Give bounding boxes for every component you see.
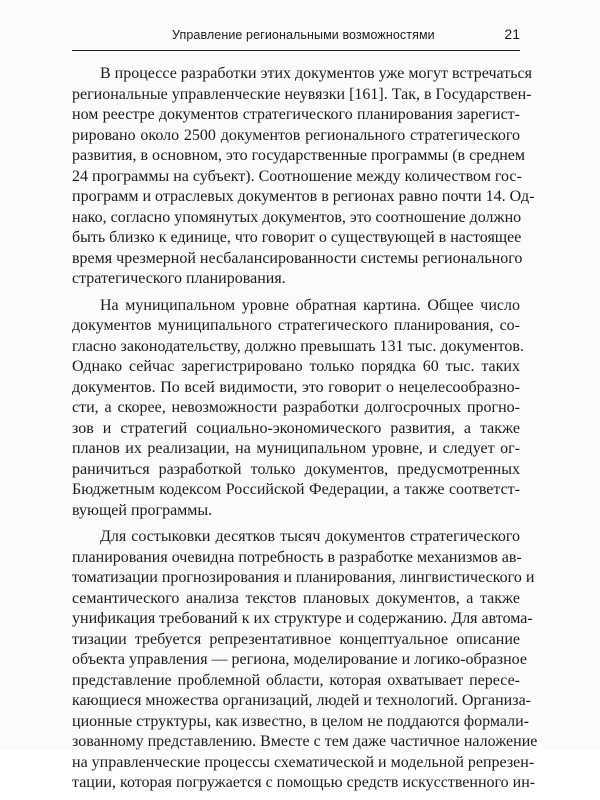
text-line: сти, а скорее, невозможности разработки долгосрочных прогно- (72, 399, 520, 416)
text-line: унификация требований к их структуре и содержанию. Для автома- (72, 610, 533, 627)
text-line: региональные управленческие неувязки [161]. Так, в Государствен- (72, 85, 532, 103)
text-line: на управленческие процессы схематической и модельной репрезен- (72, 753, 535, 771)
text-line: нако, согласно упомянутых документов, это соотношение должно (72, 208, 522, 226)
page-number: 21 (504, 26, 520, 42)
text-line: гласно законодательству, должно превышать 131 тыс. документов. (72, 337, 524, 355)
text-line: зованному представлению. Вместе с тем даже частичное наложение (72, 733, 538, 750)
text-line: Для состыковки десятков тысяч документов стратегического (100, 528, 520, 545)
text-line: тации, которая погружается с помощью средств искусственного ин- (72, 774, 536, 791)
text-line: развития, в основном, это государственные программы (в среднем (72, 147, 526, 164)
text-line: программ и отраслевых документов в регионах равно почти 14. Од- (72, 188, 535, 205)
paragraph (72, 64, 535, 290)
paragraph (72, 296, 524, 522)
text-line: семантического анализа текстов плановых документов, а также (72, 589, 520, 607)
running-header (72, 20, 520, 51)
text-line: вующей программы. (72, 501, 213, 519)
text-line: ном реестре документов стратегического планирования зарегист- (72, 106, 520, 123)
text-line: объекта управления — региона, моделирование и логико-образное (72, 651, 527, 668)
text-line: ционные структуры, как известно, в целом не поддаются формали- (72, 712, 529, 730)
text-line: тизации требуется репрезентативное концептуальное описание (72, 630, 520, 648)
text-line: 24 программы на субъект). Соотношение между количеством гос- (72, 167, 522, 185)
text-line: Бюджетным кодексом Российской Федерации, а также соответст- (72, 481, 520, 498)
text-line: зов и стратегий социально-экономического развития, а также (72, 419, 520, 437)
text-line: рировано около 2500 документов регионального стратегического (72, 126, 520, 144)
paragraph (72, 527, 538, 794)
text-line: документов. По всей видимости, это говорит о нецелесообразно- (72, 378, 520, 396)
text-line: представление проблемной области, которая охватывает пересе- (72, 671, 520, 689)
text-line: раничиться разработкой только документов, предусмотренных (72, 460, 520, 478)
text-line: документов муниципального стратегического планирования, со- (72, 317, 520, 334)
text-line: быть близко к единице, что говорит о существующей в настоящее (72, 229, 522, 246)
text-line: В процессе разработки этих документов уже могут встречаться (100, 65, 532, 82)
text-line: кающиеся множества организаций, людей и технологий. Организа- (72, 692, 531, 709)
text-line: На муниципальном уровне обратная картина. Общее число (100, 296, 520, 314)
text-line: планирования очевидна потребность в разработке механизмов ав- (72, 548, 522, 566)
text-line: стратегического планирования. (72, 270, 286, 287)
text-line: планов их реализации, на муниципальном уровне, и следует ог- (72, 440, 520, 457)
text-line: время чрезмерной несбалансированности системы регионального (72, 249, 523, 267)
header-title: Управление региональными возможностями (172, 28, 435, 42)
text-line: Однако сейчас зарегистрировано только порядка 60 тыс. таких (72, 358, 520, 375)
body-text (72, 64, 538, 800)
text-line: томатизации прогнозирования и планирования, лингвистического и (72, 569, 535, 586)
